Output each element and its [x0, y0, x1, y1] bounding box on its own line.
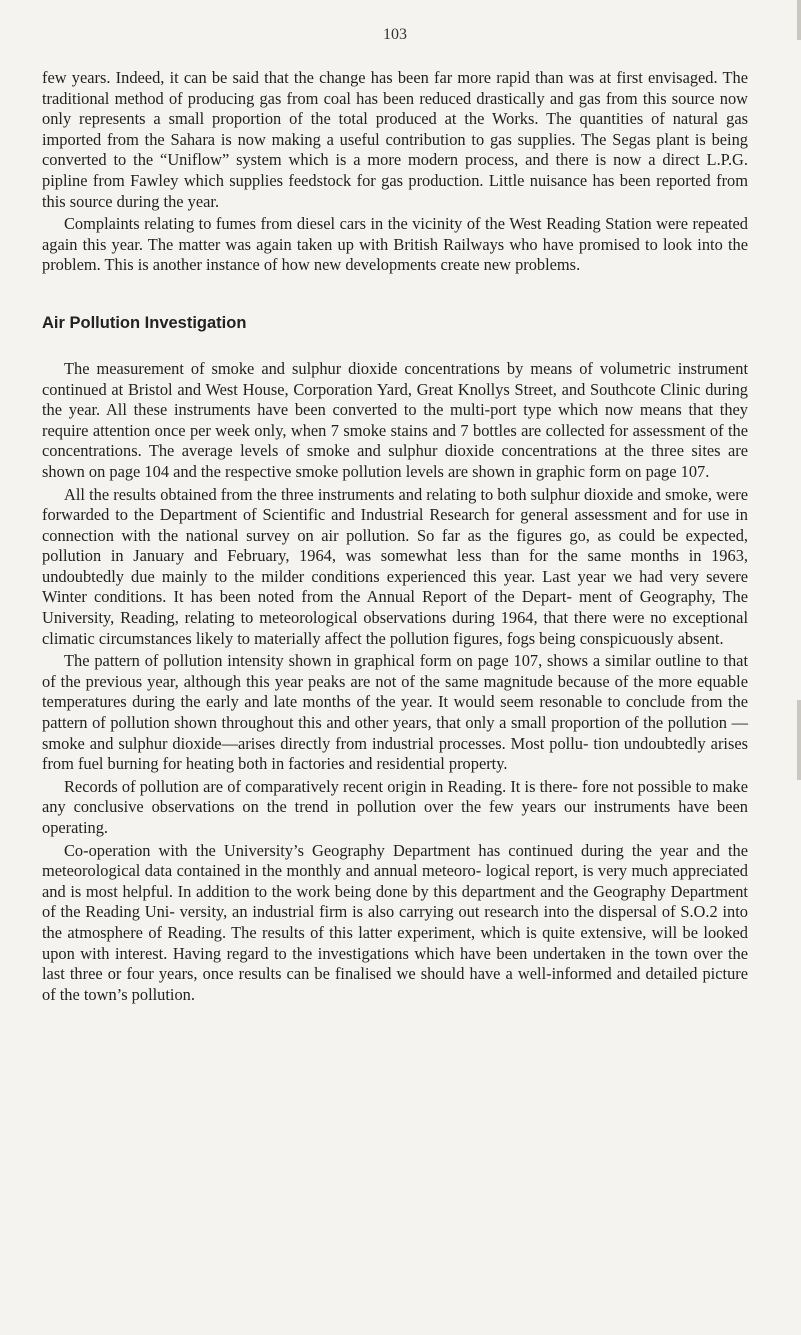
section-paragraph-1: The measurement of smoke and sulphur dioxide concentrations by means of volumetric instrument continued at Bristol and West House, Corporation Yard, Great Knollys Street, and Southcote Clinic during the year. All these instruments have been converted to the multi-port type which now means that they require attention once per week only, when 7 smoke stains and 7 bottles are collected for assessment of the concentrations. The average levels of smoke and sulphur dioxide concentrations at the three sites are shown on page 104 and the respective smoke pollution levels are shown in graphic form on page 107. [42, 358, 748, 481]
document-page [42, 26, 748, 1007]
section-paragraph-5: Co-operation with the University’s Geography Department has continued during the year and the meteorological data contained in the monthly and annual meteoro- logical report, is very much appreciated and is most helpful. In addition to the work being done by this department and the Geography Department of the Reading Uni- versity, an industrial firm is also carrying out research into the dispersal of S.O.2 into the atmosphere of Reading. The results of this latter experiment, which is quite extensive, will be looked upon with interest. Having regard to the investigations which have been undertaken in the town over the last three or four years, once results can be finalised we should have a well-informed and detailed picture of the town’s pollution. [42, 840, 748, 1004]
section-heading: Air Pollution Investigation [42, 313, 247, 332]
page-edge-shadow-lower [797, 700, 801, 780]
section-paragraph-4: Records of pollution are of comparatively recent origin in Reading. It is there- fore not possible to make any conclusive observations on the trend in pollution over the few years our instruments have been operating. [42, 776, 748, 837]
section-paragraph-3: The pattern of pollution intensity shown in graphical form on page 107, shows a similar outline to that of the previous year, although this year peaks are not of the same magnitude because of the more equable temperatures during the early and late months of the year. It would seem resonable to conclude from the pattern of pollution shown throughout this and other years, that only a small proportion of the pollution —smoke and sulphur dioxide—arises directly from industrial processes. Most pollu- tion undoubtedly arises from fuel burning for heating both in factories and residential property. [42, 651, 748, 774]
paragraph-intro-2: Complaints relating to fumes from diesel cars in the vicinity of the West Reading Station were repeated again this year. The matter was again taken up with British Railways who have promised to look into the problem. This is another instance of how new developments create new problems. [42, 214, 748, 275]
page-number: 103 [383, 26, 407, 43]
page-edge-shadow [797, 0, 801, 40]
paragraph-intro-1: few years. Indeed, it can be said that the change has been far more rapid than was at first envisaged. The traditional method of producing gas from coal has been reduced drastically and gas from this source now only represents a small proportion of the total produced at the Works. The quantities of natural gas imported from the Sahara is now making a useful contribution to gas supplies. The Segas plant is being converted to the “Uniflow” system which is a more modern process, and there is now a direct L.P.G. pipline from Fawley which supplies feedstock for gas production. Little nuisance has been reported from this source during the year. [42, 68, 748, 211]
section-paragraph-2: All the results obtained from the three instruments and relating to both sulphur dioxide and smoke, were forwarded to the Department of Scientific and Industrial Research for general assessment and for use in connection with the national survey on air pollution. So far as the figures go, as could be expected, pollution in January and February, 1964, was somewhat less than for the same months in 1963, undoubtedly due mainly to the milder conditions experienced this year. Last year we had very severe Winter conditions. It has been noted from the Annual Report of the Depart- ment of Geography, The University, Reading, relating to meteorological observations during 1964, that there were no exceptional climatic circumstances likely to materially affect the pollution figures, fogs being conspicuously absent. [42, 484, 748, 648]
